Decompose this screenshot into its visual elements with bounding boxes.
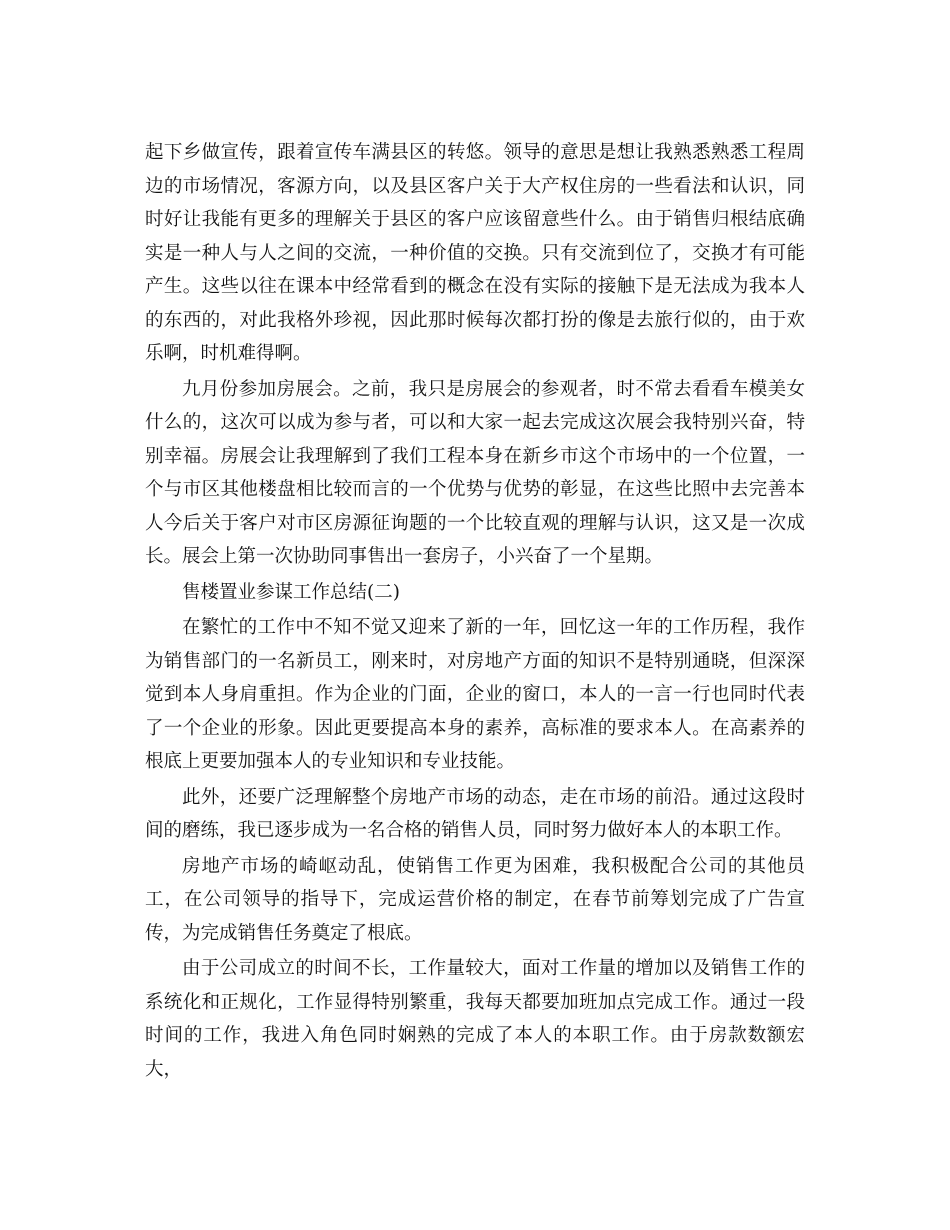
paragraph-4: 此外，还要广泛理解整个房地产市场的动态，走在市场的前沿。通过这段时间的磨练，我已逐步成为一名合格的销售人员，同时努力做好本人的本职工作。: [145, 786, 805, 841]
paragraph-6: 由于公司成立的时间不长，工作量较大，面对工作量的增加以及销售工作的系统化和正规化，工作显得特别繁重，我每天都要加班加点完成工作。通过一段时间的工作，我进入角色同时娴熟的完成了本人的本职工作。由于房款数额宏大，: [145, 958, 805, 1080]
section-heading: 售楼置业参谋工作总结(二): [182, 581, 400, 603]
paragraph-5: 房地产市场的崎岖动乱，使销售工作更为困难，我积极配合公司的其他员工，在公司领导的指导下，完成运营价格的制定，在春节前筹划完成了广告宣传，为完成销售任务奠定了根底。: [145, 855, 805, 944]
document-body: [145, 136, 805, 1086]
paragraph-1: 起下乡做宣传，跟着宣传车满县区的转悠。领导的意思是想让我熟悉熟悉工程周边的市场情况，客源方向，以及县区客户关于大产权住房的一些看法和认识，同时好让我能有更多的理解关于县区的客户应该留意些什么。由于销售归根结底确实是一种人与人之间的交流，一种价值的交换。只有交流到位了，交换才有可能产生。这些以往在课本中经常看到的概念在没有实际的接触下是无法成为我本人的东西的，对此我格外珍视，因此那时候每次都打扮的像是去旅行似的，由于欢乐啊，时机难得啊。: [145, 142, 805, 364]
paragraph-2: 九月份参加房展会。之前，我只是房展会的参观者，时不常去看看车模美女什么的，这次可以成为参与者，可以和大家一起去完成这次展会我特别兴奋，特别幸福。房展会让我理解到了我们工程本身在新乡市这个市场中的一个位置，一个与市区其他楼盘相比较而言的一个优势与优势的彰显，在这些比照中去完善本人今后关于客户对市区房源征询题的一个比较直观的理解与认识，这又是一次成长。展会上第一次协助同事售出一套房子，小兴奋了一个星期。: [145, 378, 805, 567]
paragraph-3: 在繁忙的工作中不知不觉又迎来了新的一年，回忆这一年的工作历程，我作为销售部门的一名新员工，刚来时，对房地产方面的知识不是特别通晓，但深深觉到本人身肩重担。作为企业的门面，企业的窗口，本人的一言一行也同时代表了一个企业的形象。因此更要提高本身的素养，高标准的要求本人。在高素养的根底上更要加强本人的专业知识和专业技能。: [145, 617, 805, 772]
